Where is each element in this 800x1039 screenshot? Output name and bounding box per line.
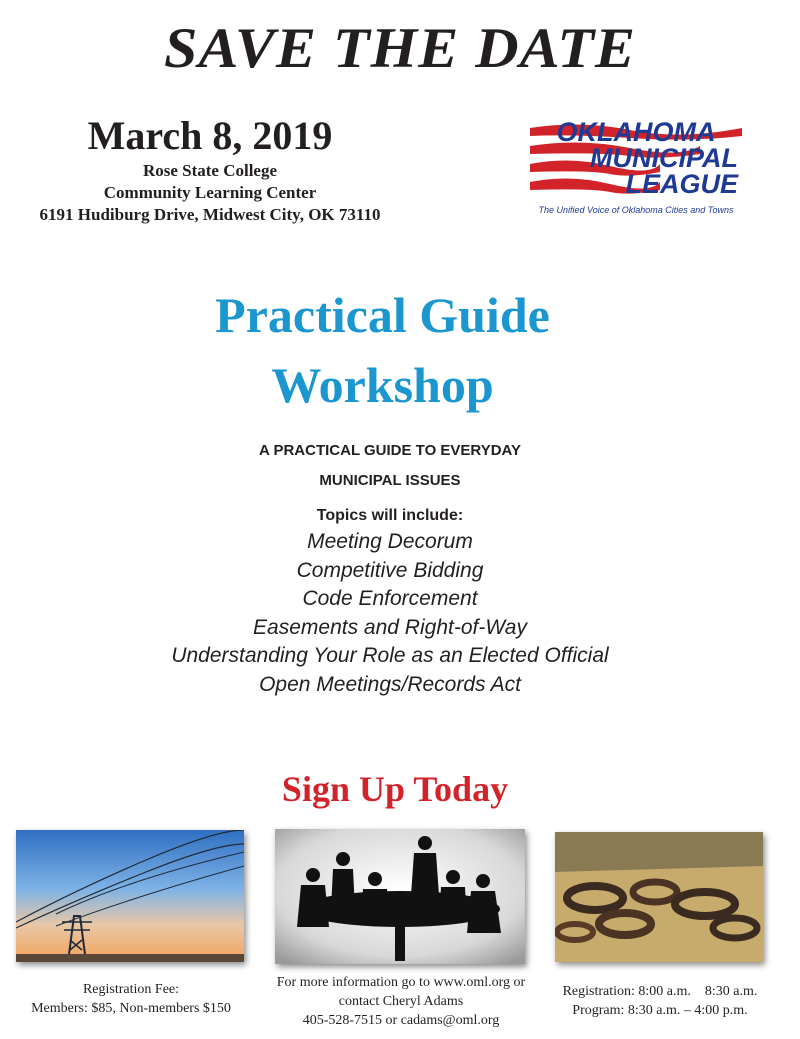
subtitle-line1: A PRACTICAL GUIDE TO EVERYDAY — [259, 442, 521, 459]
power-lines-photo — [16, 830, 244, 962]
list-item: Competitive Bidding — [296, 558, 484, 582]
event-venue: Rose State College — [142, 161, 278, 180]
event-address: 6191 Hudiburg Drive, Midwest City, OK 73110 — [39, 205, 381, 224]
fee-amounts: Members: $85, Non-members $150 — [31, 1001, 231, 1016]
contact-info — [258, 973, 544, 1030]
topics-list — [0, 528, 780, 699]
info-line1: For more information go to www.oml.org or — [276, 975, 526, 990]
registration-fee — [0, 980, 262, 1018]
event-date: March 8, 2019 — [87, 113, 333, 158]
list-item: Open Meetings/Records Act — [259, 672, 521, 696]
subtitle-line2: MUNICIPAL ISSUES — [319, 472, 461, 489]
info-line2: contact Cheryl Adams — [338, 994, 464, 1009]
schedule — [542, 982, 778, 1020]
info-line3: 405-528-7515 or cadams@oml.org — [302, 1013, 500, 1028]
title-line2: Workshop — [271, 357, 494, 413]
workshop-subtitle — [0, 436, 780, 496]
fee-label: Registration Fee: — [82, 982, 180, 997]
title-line1: Practical Guide — [215, 287, 550, 343]
oml-logo — [530, 120, 742, 220]
logo-line3: LEAGUE — [625, 169, 738, 199]
workshop-title — [0, 280, 765, 420]
list-item: Meeting Decorum — [307, 530, 473, 553]
sign-up-heading: Sign Up Today — [281, 769, 509, 809]
topics-intro: Topics will include: — [316, 507, 464, 524]
discarded-tires-photo — [555, 832, 763, 962]
meeting-silhouette-photo — [275, 829, 525, 964]
schedule-program: Program: 8:30 a.m. – 4:00 p.m. — [572, 1003, 748, 1018]
list-item: Understanding Your Role as an Elected Official — [171, 644, 609, 667]
headline: SAVE THE DATE — [163, 16, 637, 80]
event-details — [20, 112, 400, 226]
schedule-registration: Registration: 8:00 a.m. 8:30 a.m. — [562, 984, 758, 999]
logo-line2: MUNICIPAL — [590, 143, 738, 173]
list-item: Easements and Right-of-Way — [253, 615, 527, 639]
list-item: Code Enforcement — [302, 587, 478, 610]
logo-line1: OKLAHOMA — [556, 120, 716, 147]
event-center: Community Learning Center — [103, 183, 317, 202]
logo-tagline: The Unified Voice of Oklahoma Cities and Towns — [538, 205, 734, 215]
